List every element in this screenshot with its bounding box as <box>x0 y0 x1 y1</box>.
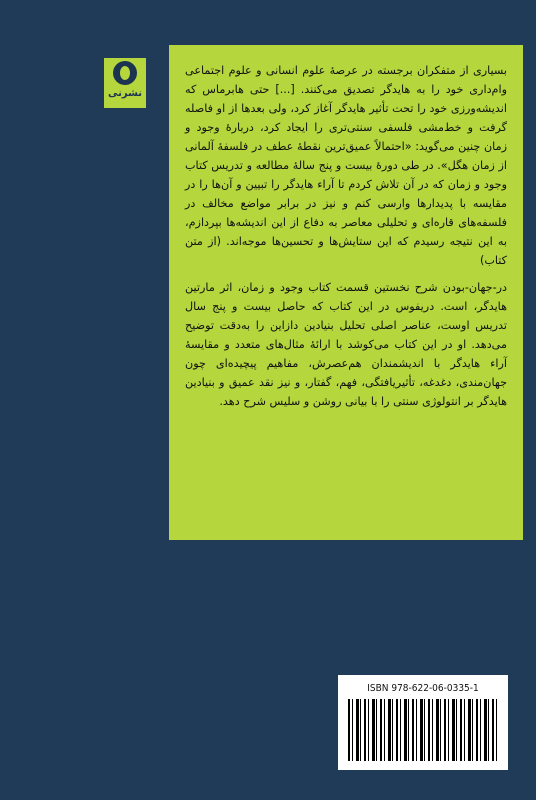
description-paragraph-1: بسیاری از متفکران برجسته در عرصهٔ علوم انسانی و علوم اجتماعی وام‌داری خود را به هایدگر تصدیق می‌کنند. [...] حتی هابرماس که اندیشه‌ورزی خود را تحت تأثیر هایدگر آغاز کرد، ولی بعدها از او فاصله گرفت و خط‌مشی فلسفی سنتی‌تری را ایجاد کرد، دربارهٔ وجود و زمان چنین می‌گوید: «احتمالاً عمیق‌ترین نقطهٔ عطف در فلسفهٔ آلمانی از زمان هگل». در طی دورهٔ بیست و پنج سالهٔ مطالعه و تدریس کتاب وجود و زمان که در آن تلاش کردم تا آراء هایدگر را تبیین و آن‌ها را در مقایسه با پدیدارها وارسی کنم و نیز در برابر مواضع مخالف در فلسفه‌های قاره‌ای و تحلیلی معاصر به دفاع از این اندیشه‌ها بپردازم، به این نتیجه رسیدم که این ستایش‌ها و تحسین‌ها موجه‌اند. (از متن کتاب) <box>185 64 507 267</box>
publisher-name: نشرنی <box>107 88 143 99</box>
description-panel <box>169 45 523 540</box>
barcode <box>338 675 508 770</box>
description-paragraph-2: در-جهان-بودن شرح نخستین قسمت کتاب وجود و زمان، اثر مارتین هایدگر، است. دریفوس در این کتاب که حاصل بیست و پنج سال تدریس اوست، عناصر اصلی تحلیل بنیادین دازاین را به‌دقت توضیح می‌دهد. او در این کتاب می‌کوشد با ارائهٔ مثال‌های متعدد و مقایسهٔ آراء هایدگر با اندیشمندان هم‌عصرش، مفاهیم پیچیده‌ای چون جهان‌مندی، دغدغه، تأثیریافتگی، فهم، گفتار، و نیز نقد عمیق و بنیادین هایدگر بر انتولوژی سنتی را با بیانی روشن و سلیس شرح دهد. <box>185 281 507 408</box>
logo-mark-icon <box>113 61 137 85</box>
publisher-logo <box>104 58 146 108</box>
barcode-bars <box>348 699 498 761</box>
isbn-label: ISBN 978-622-06-0335-1 <box>367 683 479 694</box>
